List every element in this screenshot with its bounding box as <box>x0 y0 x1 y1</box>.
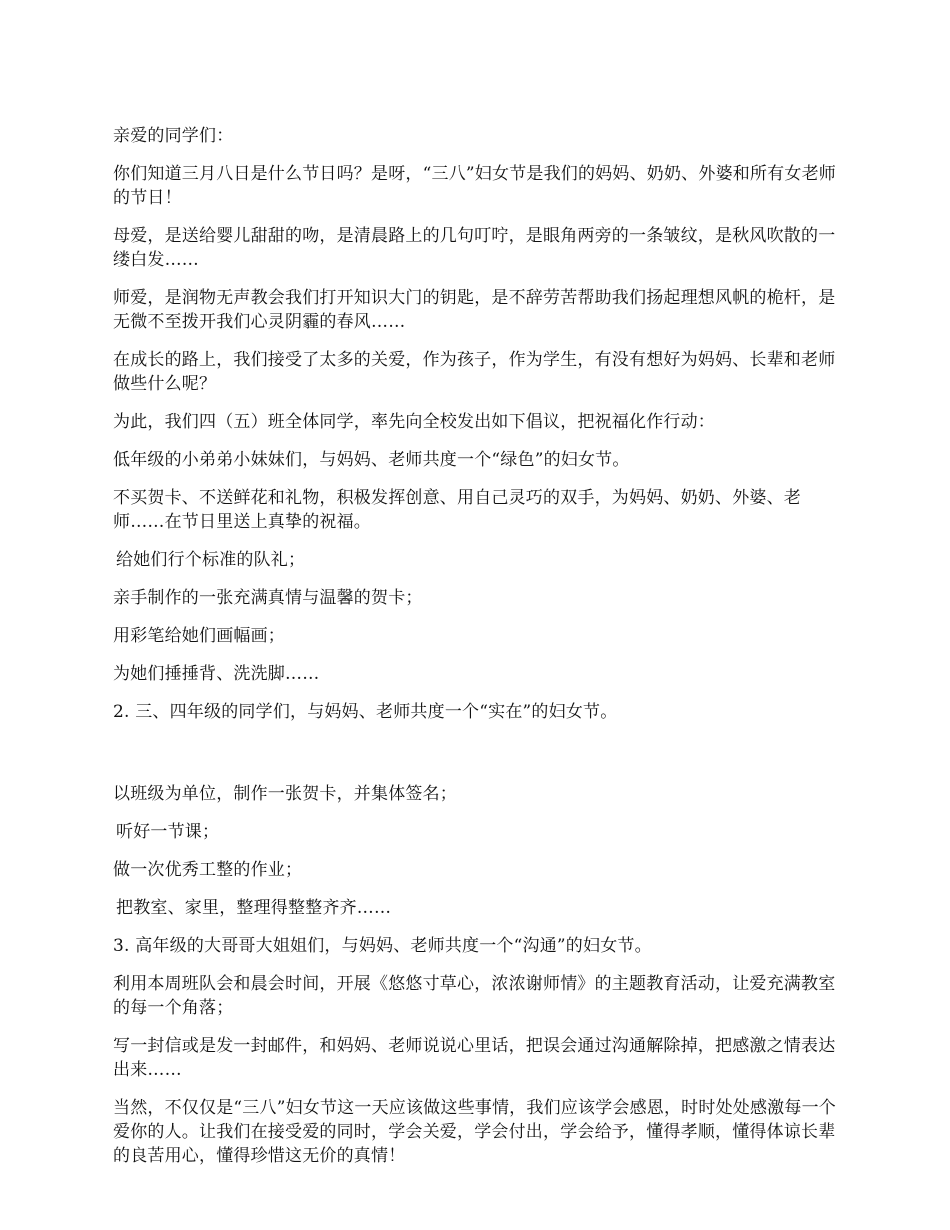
list-item: 亲手制作的一张充满真情与温馨的贺卡； <box>113 588 423 608</box>
blank-gap <box>113 738 843 782</box>
paragraph-letter: 写一封信或是发一封邮件，和妈妈、老师说说心里话，把误会通过沟通解除掉，把感激之情表达出来…… <box>113 1036 836 1080</box>
section-heading-upper-grades: 3. 高年级的大哥哥大姐姐们，与妈妈、老师共度一个“沟通”的妇女节。 <box>113 936 652 956</box>
paragraph-intro: 你们知道三月八日是什么节日吗？是呀，“三八”妇女节是我们的妈妈、奶奶、外婆和所有女老师的节日！ <box>113 164 836 208</box>
list-item: 以班级为单位，制作一张贺卡，并集体签名； <box>113 784 457 804</box>
list-item: 把教室、家里，整理得整整齐齐…… <box>116 898 392 918</box>
paragraph-question: 在成长的路上，我们接受了太多的关爱，作为孩子，作为学生，有没有想好为妈妈、长辈和老师做些什么呢？ <box>113 350 836 394</box>
list-item: 听好一节课； <box>116 822 220 842</box>
list-item: 给她们行个标准的队礼； <box>116 550 306 570</box>
paragraph-theme-activity: 利用本周班队会和晨会时间，开展《悠悠寸草心，浓浓谢师情》的主题教育活动，让爱充满教室的每一个角落； <box>113 974 836 1018</box>
document-body <box>113 124 843 1182</box>
section-heading-middle-grades: 2. 三、四年级的同学们，与妈妈、老师共度一个“实在”的妇女节。 <box>113 702 618 722</box>
paragraph-teacher-love: 师爱，是润物无声教会我们打开知识大门的钥匙，是不辞劳苦帮助我们扬起理想风帆的桅杆，是无微不至拨开我们心灵阴霾的春风…… <box>113 288 836 332</box>
paragraph-mother-love: 母爱，是送给婴儿甜甜的吻，是清晨路上的几句叮咛，是眼角两旁的一条皱纹，是秋风吹散的一缕白发…… <box>113 226 836 270</box>
greeting: 亲爱的同学们： <box>113 126 234 146</box>
paragraph-proposal: 为此，我们四（五）班全体同学，率先向全校发出如下倡议，把祝福化作行动： <box>113 412 715 432</box>
paragraph-no-cards: 不买贺卡、不送鲜花和礼物，积极发挥创意、用自己灵巧的双手，为妈妈、奶奶、外婆、老师……在节日里送上真挚的祝福。 <box>113 488 801 532</box>
paragraph-conclusion: 当然，不仅仅是“三八”妇女节这一天应该做这些事情，我们应该学会感恩，时时处处感激每一个爱你的人。让我们在接受爱的同时，学会关爱，学会付出，学会给予，懂得孝顺，懂得体谅长辈的良苦用心，懂得珍惜这无价的真情！ <box>113 1098 836 1166</box>
paragraph-lower-grades: 低年级的小弟弟小妹妹们，与妈妈、老师共度一个“绿色”的妇女节。 <box>113 450 630 470</box>
list-item: 用彩笔给她们画幅画； <box>113 626 285 646</box>
list-item: 为她们捶捶背、洗洗脚…… <box>113 664 320 684</box>
list-item: 做一次优秀工整的作业； <box>113 860 303 880</box>
